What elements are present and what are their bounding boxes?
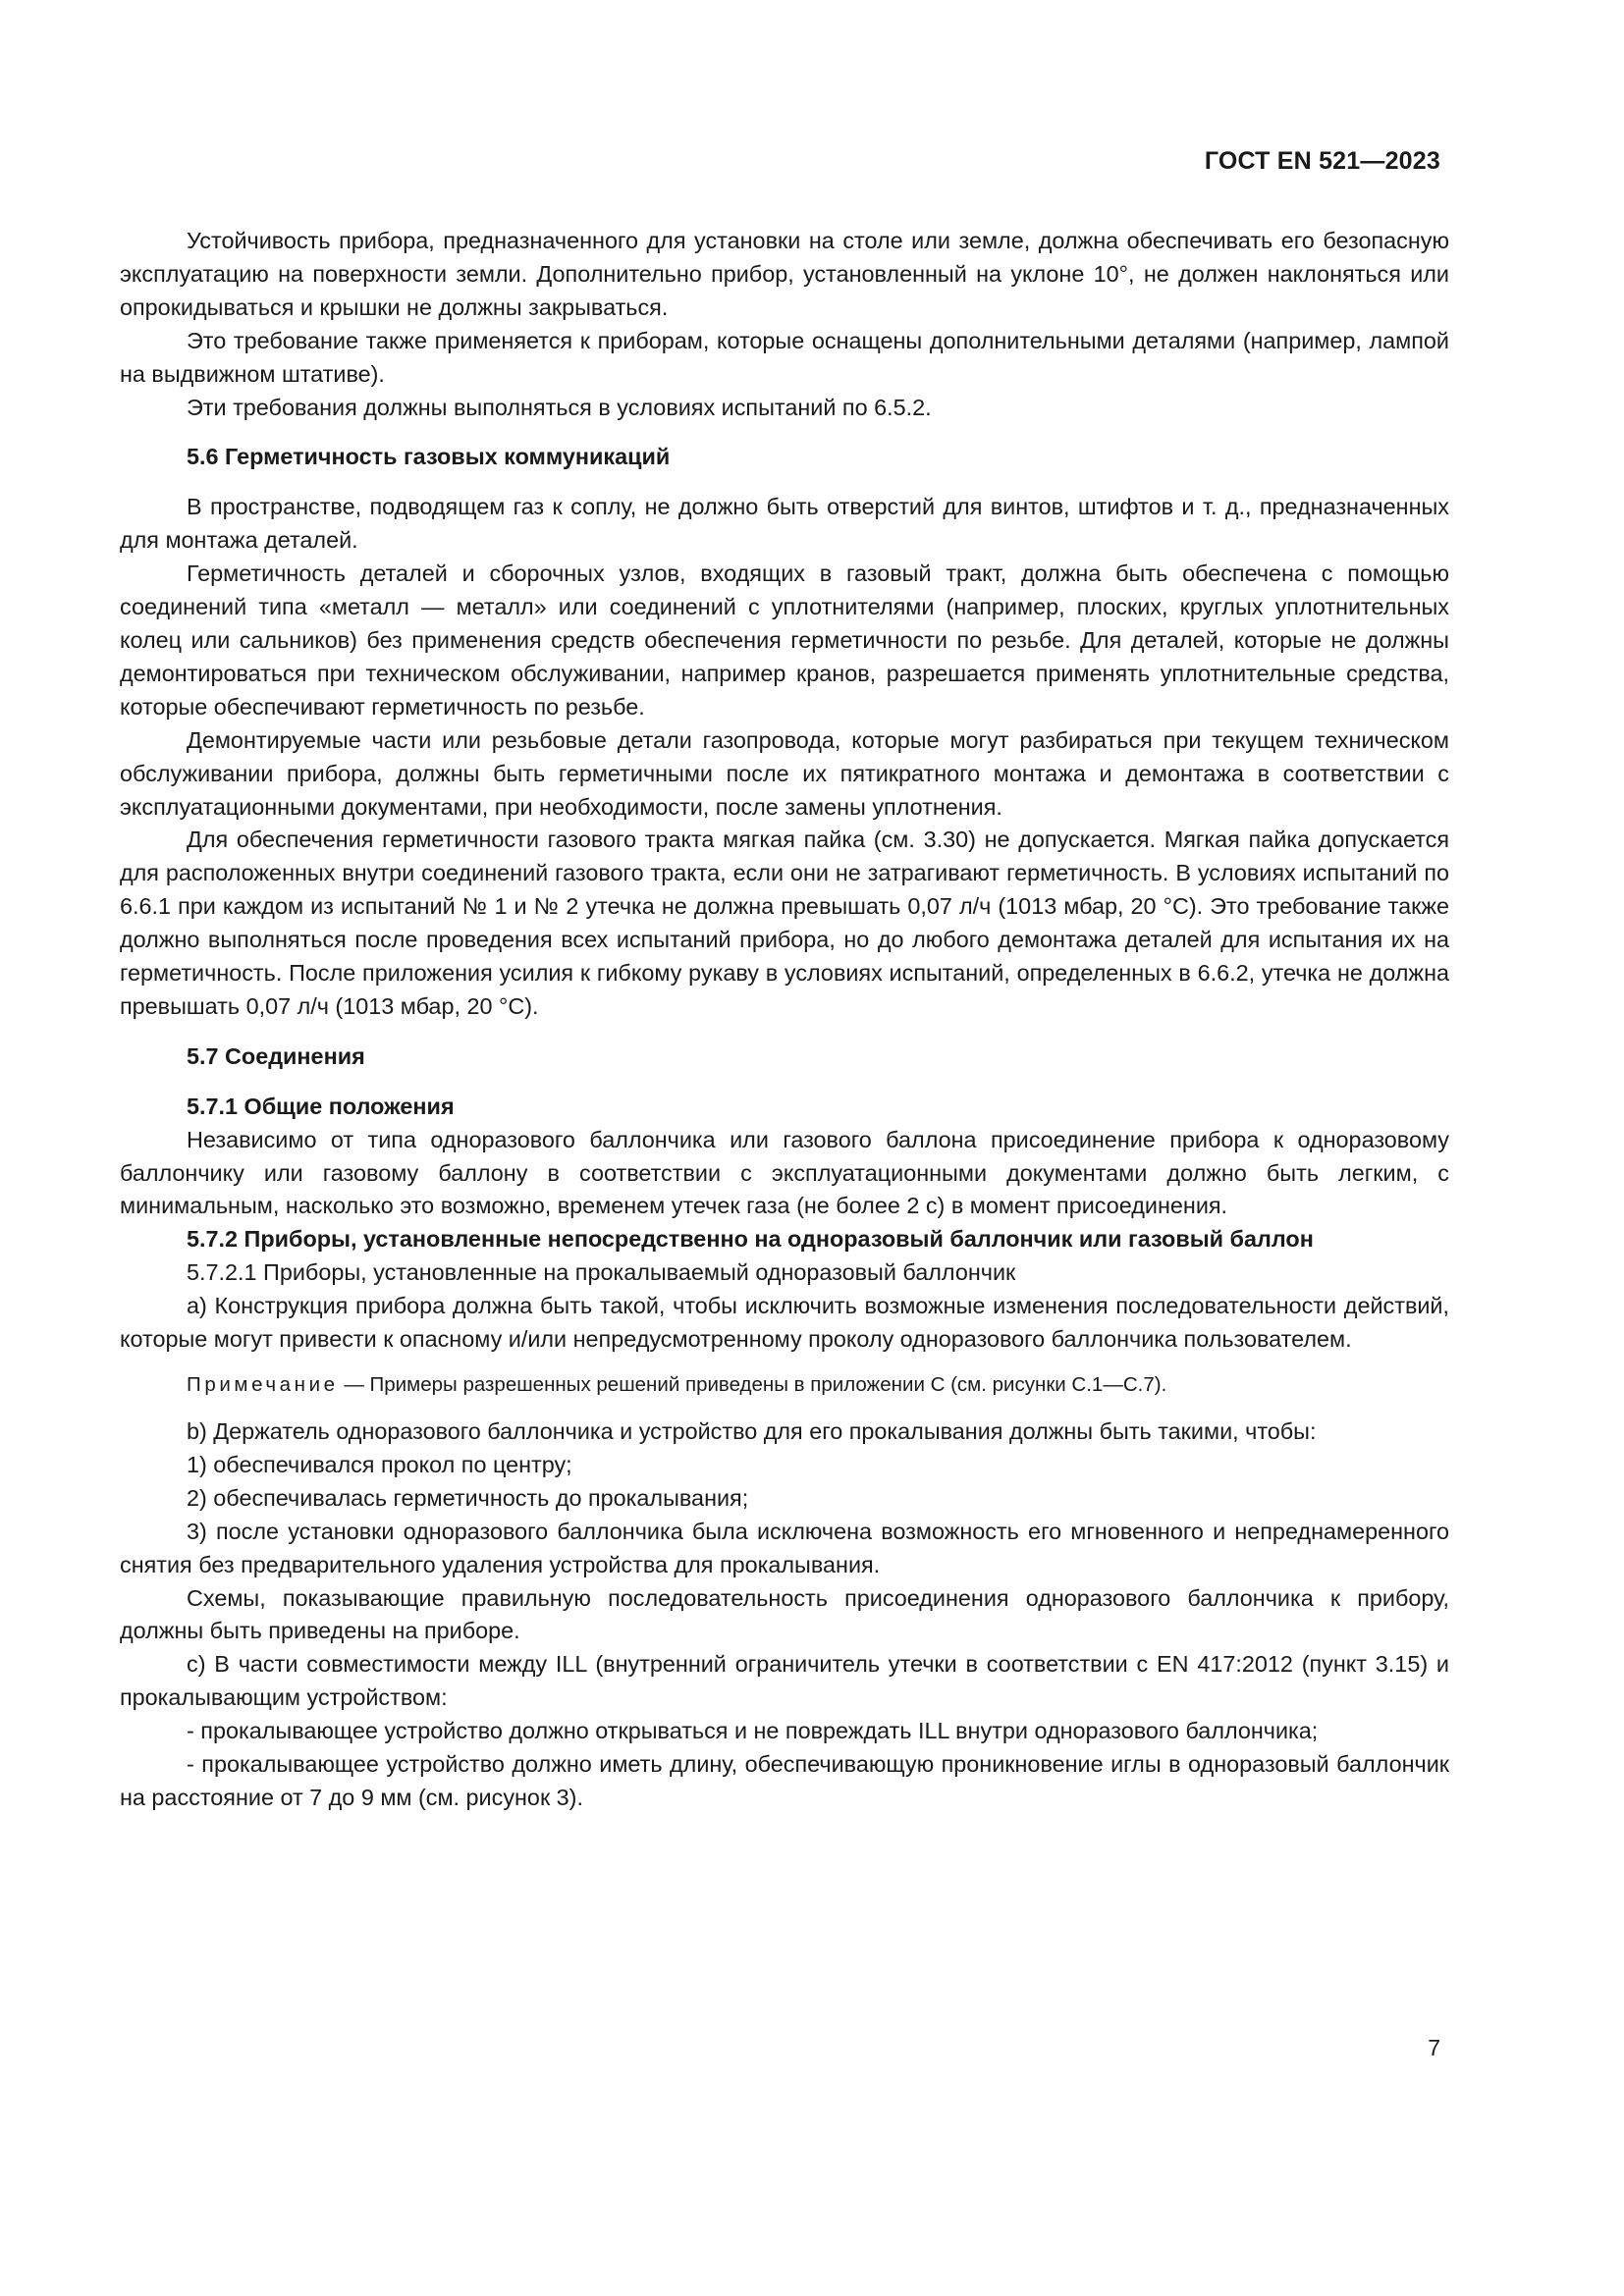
note: [120, 1370, 1449, 1400]
paragraph: Герметичность деталей и сборочных узлов, входящих в газовый тракт, должна быть обеспечена с помощью соединений типа «металл — металл» или соединений с уплотнителями (например, плоских, круглых уплотнительных колец или сальников) без применения средств обеспечения герметичности по резьбе. Для деталей, которые не должны демонтироваться при техническом обслуживании, например кранов, разрешается применять уплотнительные средства, которые обеспечивают герметичность по резьбе.: [120, 561, 1449, 720]
list-item-1: 1) обеспечивался прокол по центру;: [187, 1451, 572, 1477]
note-text: — Примеры разрешенных решений приведены в приложении С (см. рисунки С.1—С.7).: [338, 1373, 1167, 1396]
list-item-dash: - прокалывающее устройство должно открываться и не повреждать ILL внутри одноразового баллончика;: [187, 1718, 1319, 1744]
list-item-b: b) Держатель одноразового баллончика и устройство для его прокалывания должны быть такими, чтобы:: [187, 1418, 1317, 1444]
section-heading-5-7-1: 5.7.1 Общие положения: [187, 1093, 455, 1119]
list-item-a: а) Конструкция прибора должна быть такой, чтобы исключить возможные изменения последовательности действий, которые могут привести к опасному и/или непредусмотренному проколу одноразового баллончика пользователем.: [120, 1293, 1449, 1353]
paragraph: Это требование также применяется к приборам, которые оснащены дополнительными деталями (например, лампой на выдвижном штативе).: [120, 327, 1449, 387]
paragraph: Эти требования должны выполняться в условиях испытаний по 6.5.2.: [187, 394, 932, 420]
paragraph: Демонтируемые части или резьбовые детали газопровода, которые могут разбираться при текущем техническом обслуживании прибора, должны быть герметичными после их пятикратного монтажа и демонтажа в соответствии с эксплуатационными документами, при необходимости, после замены уплотнения.: [120, 726, 1449, 820]
paragraph: Для обеспечения герметичности газового тракта мягкая пайка (см. 3.30) не допускается. Мягкая пайка допускается для расположенных внутри соединений газового тракта, если они не затрагивают герметичность. В условиях испытаний по 6.6.1 при каждом из испытаний № 1 и № 2 утечка не должна превышать 0,07 л/ч (1013 мбар, 20 °C). Это требование также должно выполняться после проведения всех испытаний прибора, но до любого демонтажа деталей для испытания их на герметичность. После приложения усилия к гибкому рукаву в условиях испытаний, определенных в 6.6.2, утечка не должна превышать 0,07 л/ч (1013 мбар, 20 °C).: [120, 827, 1449, 1019]
list-item-dash: - прокалывающее устройство должно иметь длину, обеспечивающую проникновение иглы в одноразовый баллончик на расстояние от 7 до 9 мм (см. рисунок 3).: [120, 1751, 1449, 1810]
section-heading-5-7-2: 5.7.2 Приборы, установленные непосредственно на одноразовый баллончик или газовый баллон: [187, 1226, 1314, 1253]
paragraph: В пространстве, подводящем газ к соплу, не должно быть отверстий для винтов, штифтов и т. д., предназначенных для монтажа деталей.: [120, 494, 1449, 554]
note-label: Примечание: [187, 1373, 339, 1396]
section-heading-5-7: 5.7 Соединения: [187, 1042, 365, 1069]
document-header-id: ГОСТ EN 521—2023: [1204, 147, 1440, 175]
page-number: 7: [1428, 2035, 1440, 2060]
document-body: [120, 225, 1449, 1815]
list-item-2: 2) обеспечивалась герметичность до прокалывания;: [187, 1484, 749, 1511]
paragraph: Устойчивость прибора, предназначенного для установки на столе или земле, должна обеспечивать его безопасную эксплуатацию на поверхности земли. Дополнительно прибор, установленный на уклоне 10°, не должен наклоняться или опрокидываться и крышки не должны закрываться.: [120, 228, 1449, 320]
list-item-3: 3) после установки одноразового баллончика была исключена возможность его мгновенного и непреднамеренного снятия без предварительного удаления устройства для прокалывания.: [120, 1518, 1449, 1577]
list-item-c: с) В части совместимости между ILL (внутренний ограничитель утечки в соответствии с EN 417:2012 (пункт 3.15) и прокалывающим устройством:: [120, 1651, 1449, 1711]
subsection-heading-5-7-2-1: 5.7.2.1 Приборы, установленные на прокалываемый одноразовый баллончик: [187, 1259, 1016, 1286]
paragraph: Независимо от типа одноразового баллончика или газового баллона присоединение прибора к одноразовому баллончику или газовому баллону в соответствии с эксплуатационными документами должно быть легким, с минимальным, насколько это возможно, временем утечек газа (не более 2 с) в момент присоединения.: [120, 1126, 1449, 1219]
paragraph: Схемы, показывающие правильную последовательность присоединения одноразового баллончика к прибору, должны быть приведены на приборе.: [120, 1584, 1449, 1644]
section-heading-5-6: 5.6 Герметичность газовых коммуникаций: [187, 444, 671, 470]
